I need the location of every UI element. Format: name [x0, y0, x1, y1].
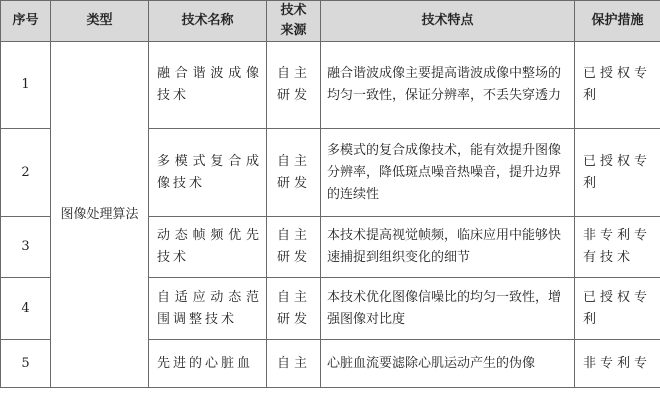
row-name: 多模式复合成像技术 — [149, 129, 267, 217]
header-row — [1, 1, 660, 42]
header-source — [267, 1, 321, 42]
row-source: 自主研发 — [267, 217, 321, 278]
row-name: 融合谐波成像技术 — [149, 42, 267, 129]
header-source-line2: 来源 — [280, 23, 307, 38]
row-source: 自主研发 — [267, 42, 321, 129]
row-no: 1 — [1, 42, 51, 129]
row-feature: 多模式的复合成像技术，能有效提升图像分辨率，降低斑点噪音热噪音，提升边界的连续性 — [321, 129, 575, 217]
row-no: 5 — [1, 340, 51, 388]
row-feature: 本技术提高视觉帧频，临床应用中能够快速捕捉到组织变化的细节 — [321, 217, 575, 278]
row-source: 自主研发 — [267, 278, 321, 340]
type-cell: 图像处理算法 — [51, 42, 149, 388]
row-no: 3 — [1, 217, 51, 278]
row-no: 2 — [1, 129, 51, 217]
header-name: 技术名称 — [149, 1, 267, 42]
row-protection: 非专利专 — [575, 340, 660, 388]
row-protection: 已授权专利 — [575, 42, 660, 129]
row-protection: 已授权专利 — [575, 129, 660, 217]
header-no: 序号 — [1, 1, 51, 42]
row-feature: 心脏血流要滤除心肌运动产生的伪像 — [321, 340, 575, 388]
table-row — [1, 42, 660, 129]
row-source: 自主研发 — [267, 129, 321, 217]
header-feature: 技术特点 — [321, 1, 575, 42]
row-name: 先进的心脏血 — [149, 340, 267, 388]
header-type: 类型 — [51, 1, 149, 42]
row-source: 自主 — [267, 340, 321, 388]
row-no: 4 — [1, 278, 51, 340]
row-protection: 非专利专有技术 — [575, 217, 660, 278]
row-feature: 融合谐波成像主要提高谐波成像中整场的均匀一致性，保证分辨率，不丢失穿透力 — [321, 42, 575, 129]
row-name: 动态帧频优先技术 — [149, 217, 267, 278]
row-feature: 本技术优化图像信噪比的均匀一致性，增强图像对比度 — [321, 278, 575, 340]
row-protection: 已授权专利 — [575, 278, 660, 340]
row-name: 自适应动态范围调整技术 — [149, 278, 267, 340]
header-source-line1: 技术 — [280, 3, 307, 18]
header-protection: 保护措施 — [575, 1, 660, 42]
